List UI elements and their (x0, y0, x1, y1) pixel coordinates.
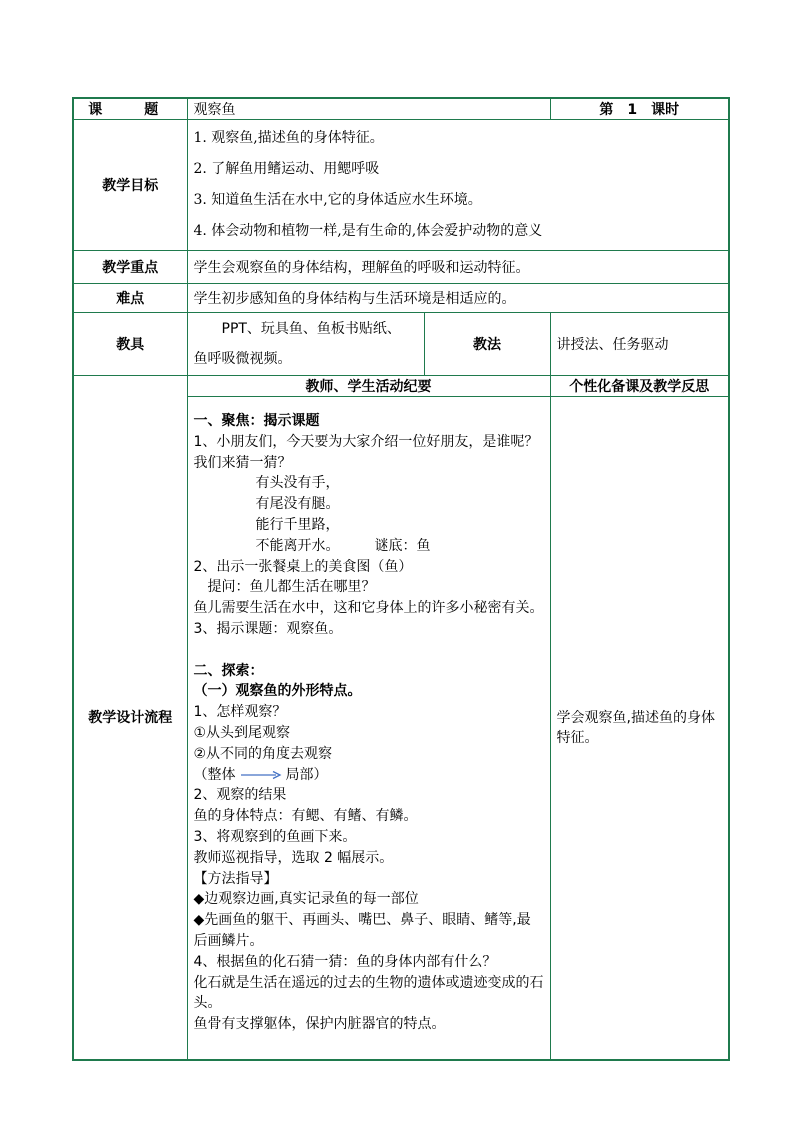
part-label: 局部） (285, 766, 328, 783)
activity-line: 提问：鱼儿都生活在哪里？ (207, 579, 376, 596)
section-heading: 二、探索： (193, 662, 264, 679)
key-points-label: 教学重点 (73, 251, 187, 284)
activity-line: 鱼的身体特点：有鳃、有鳍、有鳞。 (193, 808, 418, 825)
method-guide-item: ◆边观察边画,真实记录鱼的每一部位 (193, 891, 419, 908)
subsection-heading: （一）观察鱼的外形特点。 (193, 683, 362, 700)
key-points-value: 学生会观察鱼的身体结构，理解鱼的呼吸和运动特征。 (187, 251, 729, 284)
riddle-line: 有头没有手， (255, 475, 340, 492)
method-label: 教法 (424, 313, 550, 376)
materials-value (187, 313, 424, 376)
activity-line: 2、观察的结果 (193, 787, 287, 804)
objective-item: 1. 观察鱼,描述鱼的身体特征。 (193, 130, 384, 146)
activity-line: 2、出示一张餐桌上的美食图（鱼） (193, 558, 413, 575)
method-guide-heading: 【方法指导】 (193, 870, 278, 887)
riddle-answer: 不能离开水。 谜底：鱼 (255, 537, 431, 554)
activity-line: 鱼骨有支撑躯体，保护内脏器官的特点。 (193, 1016, 446, 1033)
method-value: 讲授法、任务驱动 (550, 313, 729, 376)
process-label: 教学设计流程 (73, 376, 187, 1060)
objectives-list (187, 120, 729, 251)
process-header-row (73, 376, 729, 397)
objectives-row (73, 120, 729, 251)
materials-line: 鱼呼吸微视频。 (193, 351, 292, 367)
activity-line: 教师巡视指导，选取 2 幅展示。 (193, 849, 394, 866)
difficulties-label: 难点 (73, 284, 187, 313)
activity-line: 4、根据鱼的化石猜一猜：鱼的身体内部有什么？ (193, 953, 497, 970)
right-arrow-icon (240, 770, 282, 780)
objectives-label: 教学目标 (73, 120, 187, 251)
activity-line: 3、将观察到的鱼画下来。 (193, 828, 357, 845)
activity-line: ①从头到尾观察 (193, 724, 291, 741)
objective-item: 3. 知道鱼生活在水中,它的身体适应水生环境。 (193, 192, 482, 208)
difficulties-row (73, 284, 729, 313)
activity-line: 化石就是生活在遥远的过去的生物的遗体或遗迹变成的石头。 (193, 974, 544, 1012)
activity-line: 3、揭示课题：观察鱼。 (193, 620, 343, 637)
riddle-line: 能行千里路， (255, 516, 340, 533)
reflection-header: 个性化备课及教学反思 (550, 376, 729, 397)
activity-line: 1、怎样观察？ (193, 704, 287, 721)
materials-label: 教具 (73, 313, 187, 376)
activity-line: 鱼儿需要生活在水中，这和它身体上的许多小秘密有关。 (193, 600, 544, 617)
activity-line: 1、小朋友们，今天要为大家介绍一位好朋友，是谁呢？我们来猜一猜？ (193, 433, 539, 471)
riddle-line: 有尾没有腿。 (255, 496, 340, 513)
activities-content (187, 397, 550, 1060)
difficulties-value: 学生初步感知鱼的身体结构与生活环境是相适应的。 (187, 284, 729, 313)
method-guide-item: ◆先画鱼的躯干、再画头、嘴巴、鼻子、眼睛、鳍等,最后画鳞片。 (193, 912, 531, 949)
lesson-plan-table (72, 97, 730, 1061)
section-heading: 一、聚焦：揭示课题 (193, 413, 320, 429)
topic-row (73, 98, 729, 120)
topic-value: 观察鱼 (187, 98, 550, 120)
objective-item: 2. 了解鱼用鳍运动、用鳃呼吸 (193, 161, 380, 177)
lesson-number: 第 1 课时 (550, 98, 729, 120)
whole-to-part-line (194, 765, 544, 786)
activity-line: ②从不同的角度去观察 (193, 745, 333, 762)
materials-row (73, 313, 729, 376)
objective-item: 4. 体会动物和植物一样,是有生命的,体会爱护动物的意义 (193, 223, 543, 239)
key-points-row (73, 251, 729, 284)
whole-label: （整体 (193, 766, 236, 783)
reflection-content: 学会观察鱼,描述鱼的身体特征。 (550, 397, 729, 1060)
activities-header: 教师、学生活动纪要 (187, 376, 550, 397)
topic-label: 课 题 (73, 98, 187, 120)
materials-line: PPT、玩具鱼、鱼板书贴纸、 (193, 321, 401, 337)
